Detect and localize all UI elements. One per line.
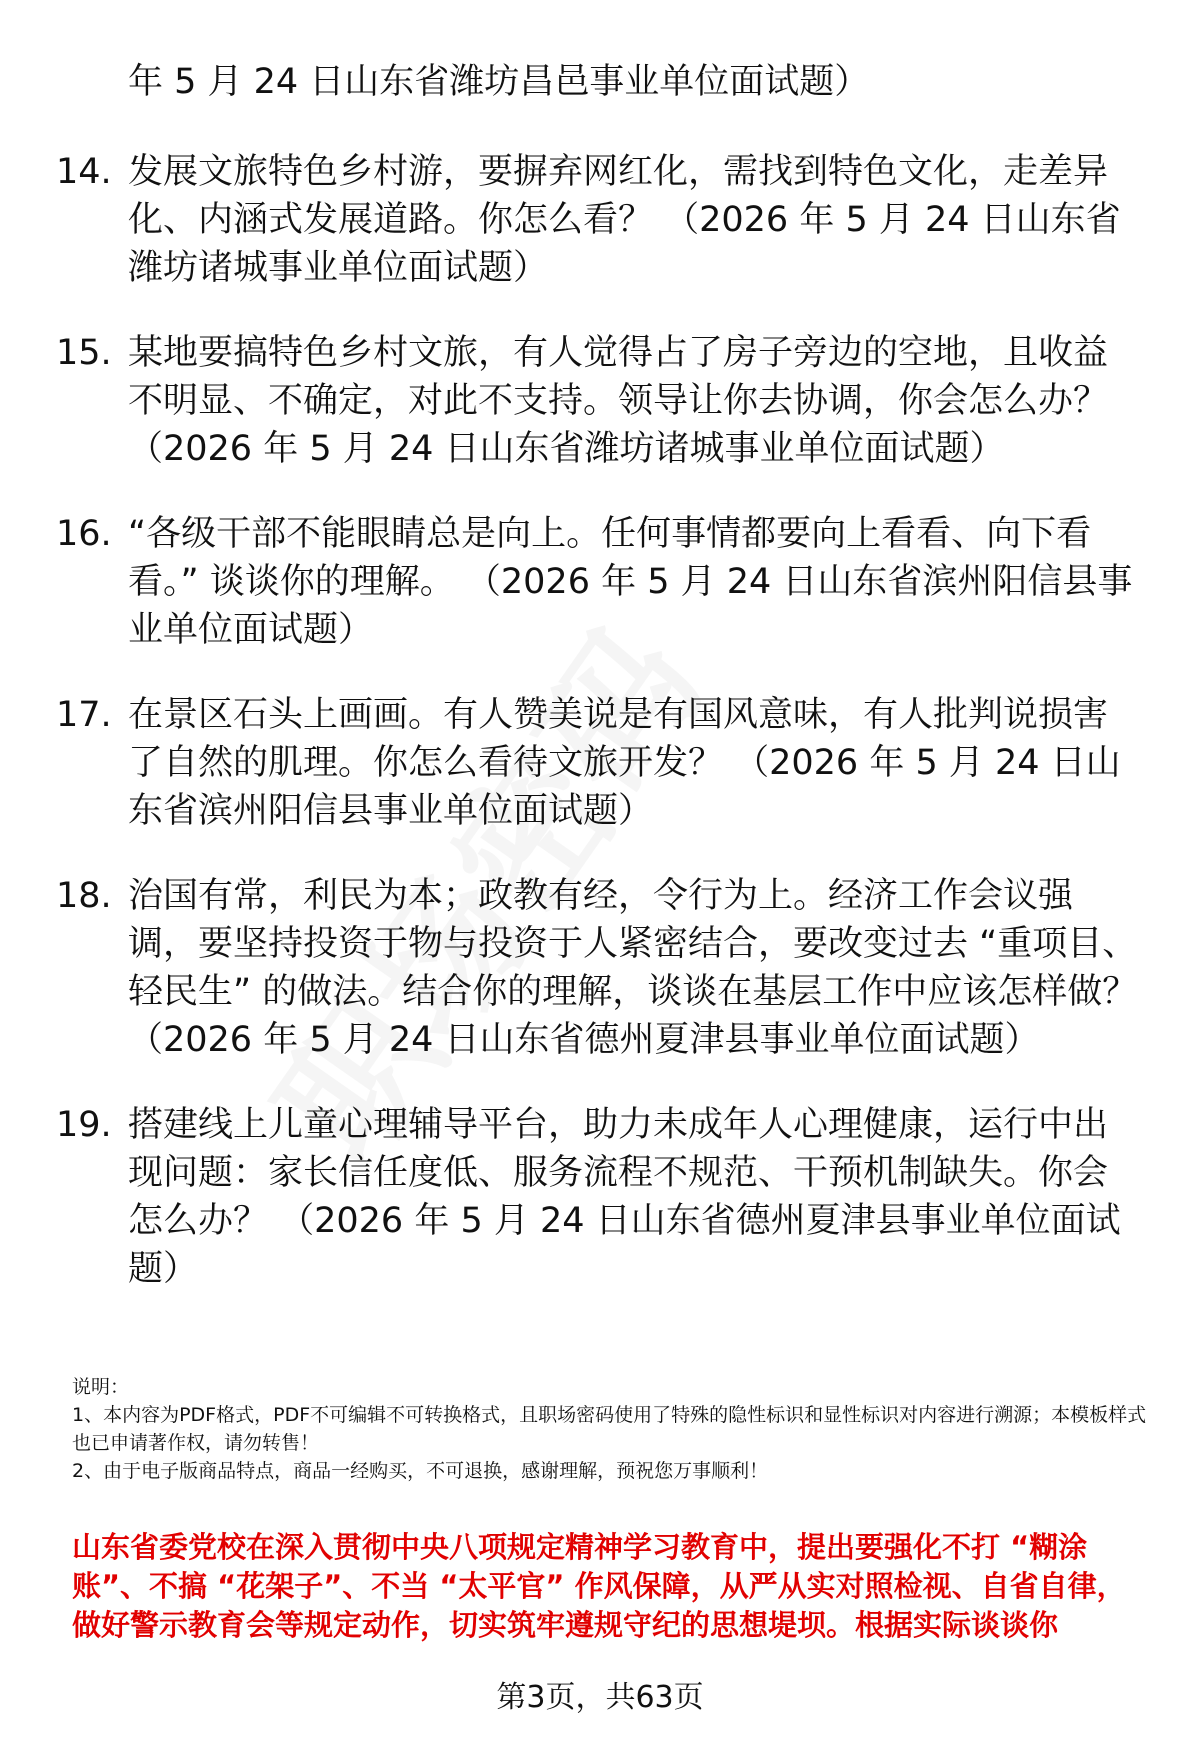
question-number: 18.: [56, 876, 112, 916]
question-item: [56, 691, 1146, 835]
question-text: 某地要搞特色乡村文旅，有人觉得占了房子旁边的空地，且收益不明显、不确定，对此不支持。领导让你去协调，你会怎么办？ （2026 年 5 月 24 日山东省潍坊诸城事业单位面试题）: [128, 333, 1109, 469]
notes-section: [72, 1373, 1152, 1485]
question-number: 14.: [56, 152, 112, 192]
notes-heading: 说明：: [72, 1376, 130, 1398]
promo-text: 山东省委党校在深入贯彻中央八项规定精神学习教育中，提出要强化不打 “糊涂账”、不搞 “花架子”、不当 “太平官” 作风保障，从严从实对照检视、自省自律，做好警示教育会等规定动作，切实筑牢遵规守纪的思想堤坝。根据实际谈谈你: [72, 1530, 1126, 1642]
question-number: 17.: [56, 695, 112, 735]
question-item: [56, 510, 1146, 654]
question-text: 在景区石头上画画。有人赞美说是有国风意味，有人批判说损害了自然的肌理。你怎么看待文旅开发？ （2026 年 5 月 24 日山东省滨州阳信县事业单位面试题）: [128, 695, 1121, 831]
question-text: 搭建线上儿童心理辅导平台，助力未成年人心理健康，运行中出现问题：家长信任度低、服务流程不规范、干预机制缺失。你会怎么办？ （2026 年 5 月 24 日山东省德州夏津县事业单位面试题）: [128, 1105, 1121, 1289]
question-number: 16.: [56, 514, 112, 554]
question-item: [56, 148, 1146, 292]
notes-line-1: 1、本内容为PDF格式，PDF不可编辑不可转换格式，且职场密码使用了特殊的隐性标识和显性标识对内容进行溯源；本模板样式也已申请著作权，请勿转售！: [72, 1404, 1147, 1454]
question-text: 发展文旅特色乡村游，要摒弃网红化，需找到特色文化，走差异化、内涵式发展道路。你怎么看？ （2026 年 5 月 24 日山东省潍坊诸城事业单位面试题）: [128, 152, 1121, 288]
question-number: 19.: [56, 1105, 112, 1145]
question-item: [56, 1101, 1146, 1293]
notes-line-2: 2、由于电子版商品特点，商品一经购买，不可退换，感谢理解，预祝您万事顺利！: [72, 1460, 769, 1482]
question-item: [56, 872, 1146, 1064]
question-list: [56, 148, 1146, 1330]
question-continuation: 年 5 月 24 日山东省潍坊昌邑事业单位面试题）: [128, 62, 870, 102]
page-number: 第3页，共63页: [496, 1680, 704, 1715]
question-item: [56, 329, 1146, 473]
question-text: “各级干部不能眼睛总是向上。任何事情都要向上看看、向下看看。” 谈谈你的理解。 （2026 年 5 月 24 日山东省滨州阳信县事业单位面试题）: [128, 514, 1133, 650]
question-text: 治国有常，利民为本；政教有经，令行为上。经济工作会议强调，要坚持投资于物与投资于人紧密结合，要改变过去 “重项目、轻民生” 的做法。结合你的理解，谈谈在基层工作中应该怎样做？ （2026 年 5 月 24 日山东省德州夏津县事业单位面试题）: [128, 876, 1138, 1060]
question-number: 15.: [56, 333, 112, 373]
